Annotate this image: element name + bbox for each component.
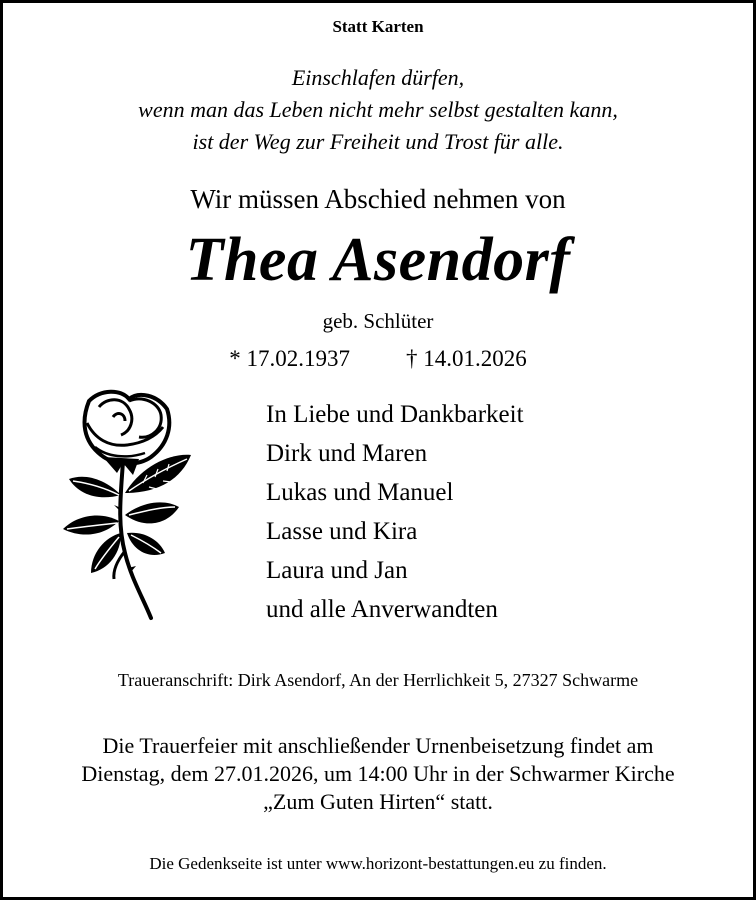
ceremony-line: Die Trauerfeier mit anschließender Urnenbeisetzung findet am — [102, 733, 654, 758]
poem — [3, 62, 753, 158]
family-list — [266, 395, 524, 629]
mourning-address: Traueranschrift: Dirk Asendorf, An der Herrlichkeit 5, 27327 Schwarme — [117, 670, 639, 690]
family-line: Laura und Jan — [266, 557, 408, 584]
life-dates — [3, 346, 753, 372]
poem-line: wenn man das Leben nicht mehr selbst gestalten kann, — [138, 97, 618, 122]
family-line: Lukas und Manuel — [266, 479, 454, 506]
deceased-name: Thea Asendorf — [185, 226, 571, 294]
death-date: † 14.01.2026 — [406, 346, 527, 371]
notice-heading: Statt Karten — [332, 17, 424, 36]
rose-icon — [51, 383, 201, 623]
memorial-page-note: Die Gedenkseite ist unter www.horizont-bestattungen.eu zu finden. — [149, 854, 607, 873]
ceremony-info — [3, 732, 753, 816]
family-line: und alle Anverwandten — [266, 596, 498, 623]
ceremony-line: „Zum Guten Hirten“ statt. — [263, 789, 493, 814]
family-line: Dirk und Maren — [266, 440, 428, 467]
farewell-intro: Wir müssen Abschied nehmen von — [190, 184, 566, 214]
poem-line: Einschlafen dürfen, — [291, 65, 465, 90]
birth-date: * 17.02.1937 — [229, 346, 350, 371]
family-line: In Liebe und Dankbarkeit — [266, 401, 524, 428]
family-line: Lasse und Kira — [266, 518, 418, 545]
ceremony-line: Dienstag, dem 27.01.2026, um 14:00 Uhr in der Schwarmer Kirche — [81, 761, 675, 786]
birth-name: geb. Schlüter — [322, 309, 434, 333]
poem-line: ist der Weg zur Freiheit und Trost für alle. — [192, 129, 564, 154]
